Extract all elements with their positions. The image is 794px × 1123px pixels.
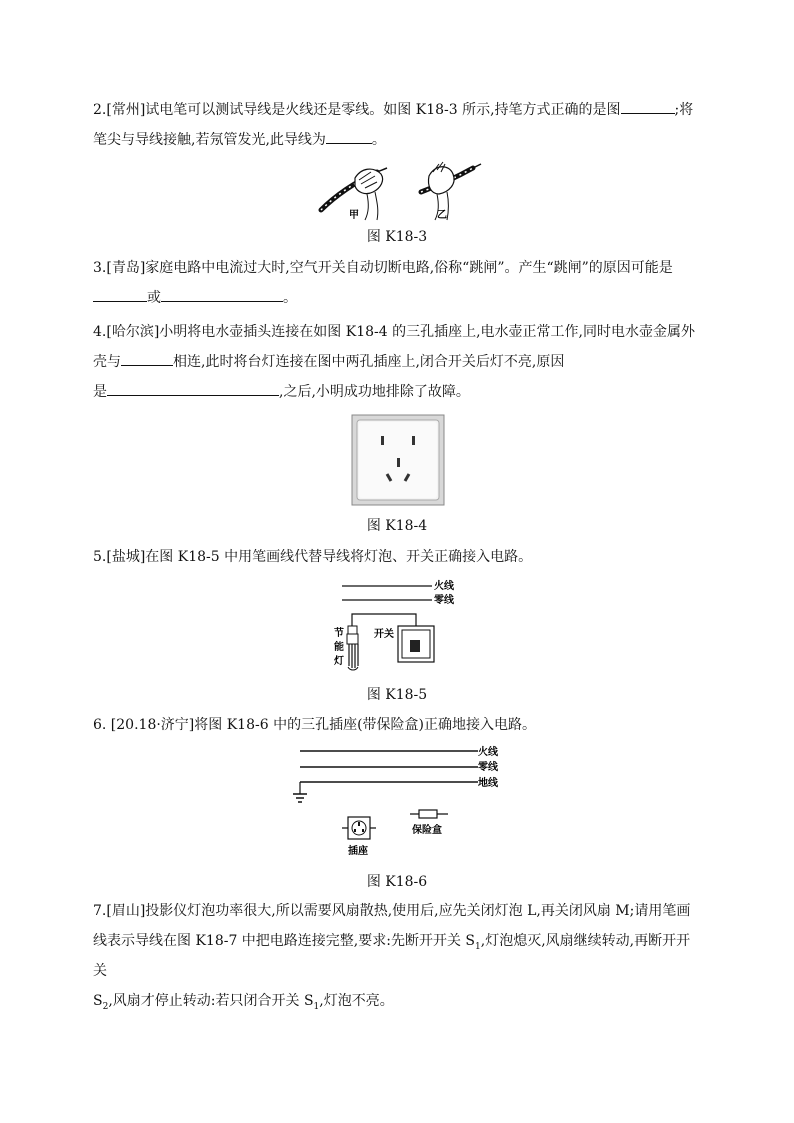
caption-k18-4: 图 K18-4 [366,518,428,534]
q3-text-1: 3.[青岛]家庭电路中电流过大时,空气开关自动切断电路,俗称“跳闸”。产生“跳闸”的原因可能是 [93,260,673,276]
question-2 [93,95,703,155]
label-lamp-1: 节 [334,628,344,639]
answer-blank[interactable] [93,285,147,302]
q7-text-3a: S [93,993,103,1009]
caption-k18-3: 图 K18-3 [366,229,428,245]
q4-text-5: ,之后,小明成功地排除了故障。 [279,384,470,400]
label-neutral-wire: 零线 [434,595,454,606]
question-6 [93,710,703,740]
answer-blank[interactable] [121,349,173,366]
q4-text-1: 4.[哈尔滨]小明将电水壶插头连接在如图 K18-4 的三孔插座上,电水壶正常工作,同时电水壶金属外 [93,324,695,340]
q4-text-3: 相连,此时将台灯连接在图中两孔插座上,闭合开关后灯不亮,原因 [173,354,565,370]
q7-text-3b: ,风扇才停止转动:若只闭合开关 S [108,993,314,1009]
caption-k18-5: 图 K18-5 [366,687,428,703]
question-5 [93,542,703,572]
figure-k18-6-circuit [288,742,508,862]
three-pin-socket [342,817,376,839]
q2-text-2: ;将 [674,102,694,118]
answer-blank[interactable] [326,127,372,144]
subscript-1: 1 [475,941,481,952]
caption-k18-6: 图 K18-6 [366,874,428,890]
label-socket: 插座 [348,846,368,857]
figure-k18-4-socket [351,414,445,506]
q2-text-3: 笔尖与导线接触,若氖管发光,此导线为 [93,132,326,148]
label-switch: 开关 [374,629,394,640]
label-live-wire: 火线 [478,747,498,758]
q5-text: 5.[盐城]在图 K18-5 中用笔画线代替导线将灯泡、开关正确接入电路。 [93,549,533,565]
label-live-wire: 火线 [434,581,454,592]
q7-text-1: 7.[眉山]投影仪灯泡功率很大,所以需要风扇散热,使用后,应先关闭灯泡 L,再关闭风扇 M;请用笔画 [93,903,691,919]
fuse-box [410,810,448,818]
q7-text-3c: ,灯泡不亮。 [319,993,394,1009]
label-fuse-box: 保险盒 [412,825,442,836]
q3-text-3: 。 [283,290,297,306]
wall-switch [398,626,434,662]
answer-blank[interactable] [161,285,283,302]
question-4 [93,317,703,407]
question-3 [93,253,703,313]
figure-k18-3-test-pens [315,158,485,222]
figure-k18-5-circuit [330,574,470,672]
answer-blank[interactable] [621,97,675,114]
q4-text-2: 壳与 [93,354,121,370]
q2-text-4: 。 [371,132,386,148]
answer-blank[interactable] [107,379,279,396]
question-7 [93,896,703,1016]
test-pen-hand-yi [421,162,481,220]
label-ground-wire: 地线 [478,778,498,789]
q7-text-2a: 线表示导线在图 K18-7 中把电路连接完整,要求:先断开开关 S [93,933,476,949]
q6-text: 6. [20.18·济宁]将图 K18-6 中的三孔插座(带保险盒)正确地接入电路。 [93,717,536,733]
q7-text-2b: ,灯泡熄灭,风扇继续转动,再断开开关 [93,933,691,979]
q3-text-2: 或 [147,290,161,306]
subscript-1: 1 [313,1001,320,1012]
label-lamp-3: 灯 [334,656,344,667]
label-lamp-2: 能 [334,642,344,653]
subscript-2: 2 [102,1001,109,1012]
earth-ground-symbol [293,782,307,802]
label-yi: 乙 [437,210,447,221]
q2-text-1: 2.[常州]试电笔可以测试导线是火线还是零线。如图 K18-3 所示,持笔方式正确的是图 [93,102,621,118]
q4-text-4: 是 [93,384,107,400]
label-jia: 甲 [349,210,359,221]
label-neutral-wire: 零线 [478,762,498,773]
